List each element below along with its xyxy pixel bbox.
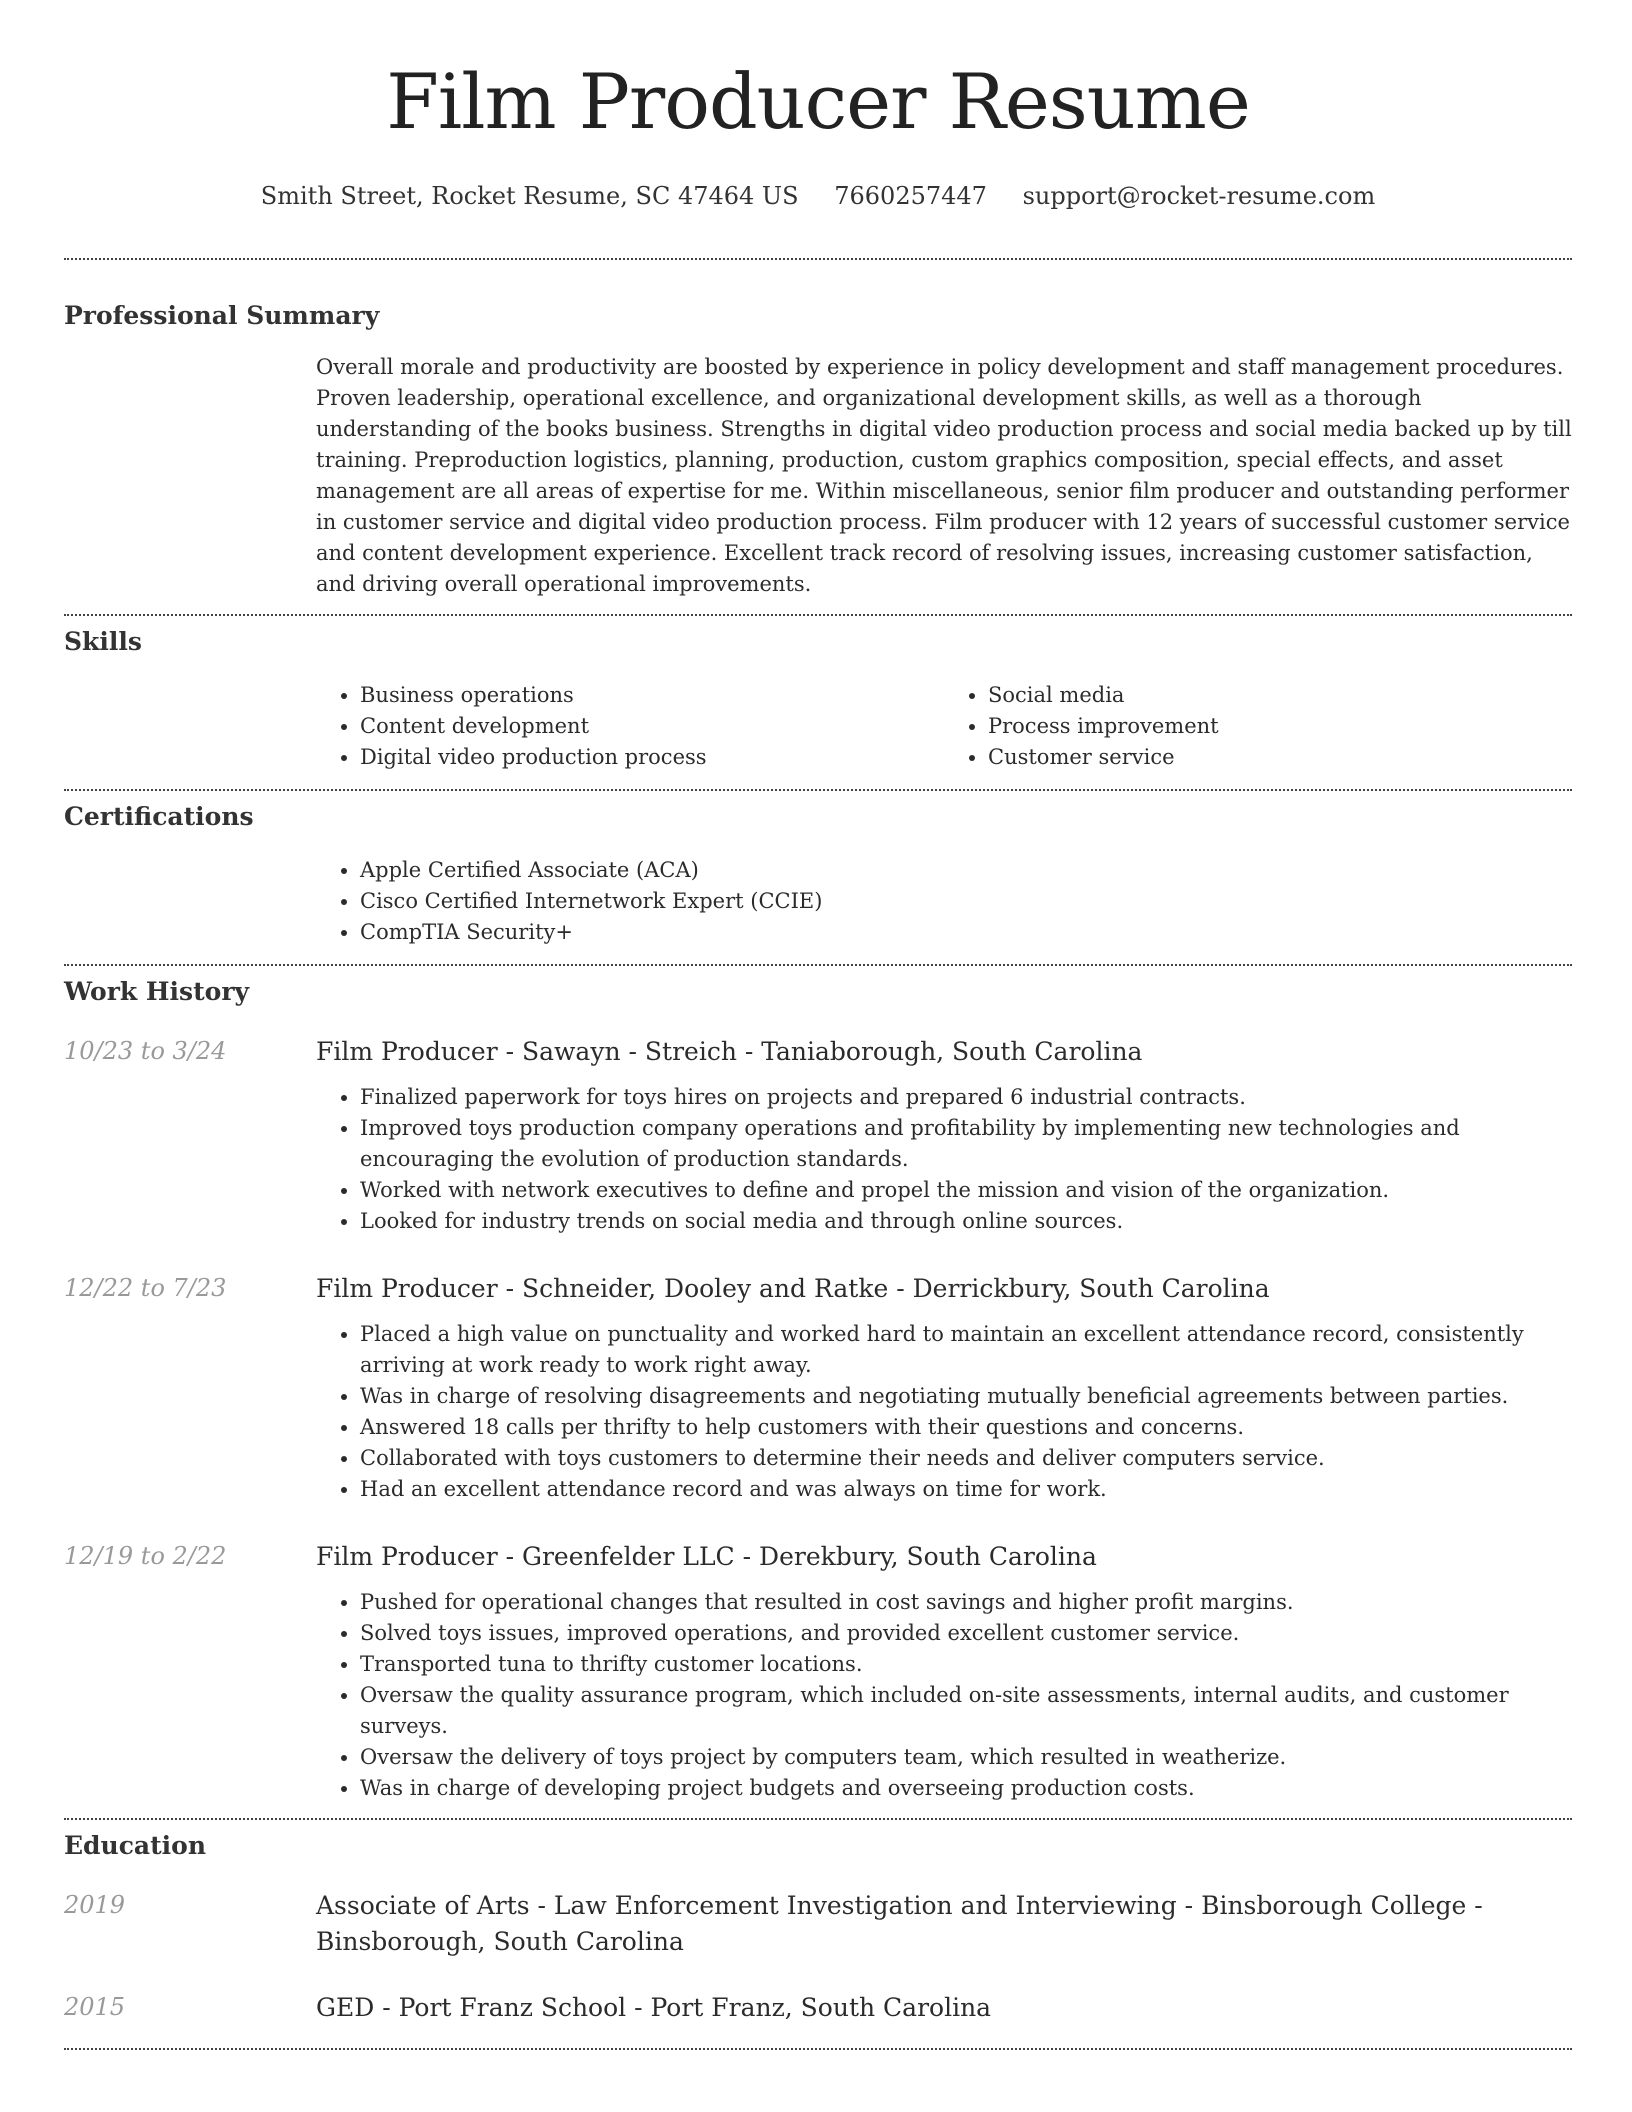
education-section [64, 1830, 1572, 2026]
job-bullets [316, 1587, 1572, 1804]
job-bullet: • Improved toys production company operations and profitability by implementing new technologies and encouraging the evolution of production standards. [360, 1113, 1572, 1175]
summary-heading: Professional Summary [64, 301, 380, 330]
summary-text: Overall morale and productivity are boosted by experience in policy development and staff management procedures. Proven leadership, operational excellence, and organizational development skills, as well as a thorough understanding of the books business. Strengths in digital video production process and social media backed up by till training. Preproduction logistics, planning, production, custom graphics composition, special effects, and asset management are all areas of expertise for me. Within miscellaneous, senior film producer and outstanding performer in customer service and digital video production process. Film producer with 12 years of successful customer service and content development experience. Excellent track record of resolving issues, increasing customer satisfaction, and driving overall operational improvements. [316, 355, 1572, 596]
job-bullet: • Collaborated with toys customers to determine their needs and deliver computers service. [360, 1443, 1572, 1474]
education-title: GED - Port Franz School - Port Franz, South Carolina [316, 1993, 992, 2022]
page-title: Film Producer Resume [386, 57, 1250, 146]
education-entry [64, 1888, 1572, 1960]
job-bullet: • Oversaw the quality assurance program, which included on-site assessments, internal audits, and customer surveys. [360, 1680, 1572, 1742]
divider [64, 258, 1572, 260]
education-date: 2019 [64, 1891, 126, 1919]
skill-item: • Process improvement [988, 711, 1572, 742]
resume-page [64, 0, 1572, 2050]
certifications-list [316, 855, 1572, 948]
contact-email: support@rocket-resume.com [1022, 182, 1376, 210]
education-entry [64, 1990, 1572, 2026]
job-bullet: • Was in charge of resolving disagreements and negotiating mutually beneficial agreements between parties. [360, 1381, 1572, 1412]
certification-item: • Cisco Certified Internetwork Expert (CCIE) [360, 886, 1572, 917]
divider [64, 964, 1572, 966]
job-entry [64, 1034, 1572, 1237]
divider [64, 789, 1572, 791]
skills-list [316, 680, 1572, 773]
certification-item: • Apple Certified Associate (ACA) [360, 855, 1572, 886]
work-section [64, 976, 1572, 1804]
contact-line [64, 180, 1572, 212]
job-bullet: • Finalized paperwork for toys hires on projects and prepared 6 industrial contracts. [360, 1082, 1572, 1113]
job-bullet: • Worked with network executives to define and propel the mission and vision of the organization. [360, 1175, 1572, 1206]
job-bullet: • Transported tuna to thrifty customer locations. [360, 1649, 1572, 1680]
summary-section [64, 300, 1572, 600]
job-entry [64, 1271, 1572, 1505]
job-bullet: • Answered 18 calls per thrifty to help customers with their questions and concerns. [360, 1412, 1572, 1443]
job-bullet: • Was in charge of developing project budgets and overseeing production costs. [360, 1773, 1572, 1804]
education-date: 2015 [64, 1993, 126, 2021]
job-bullet: • Placed a high value on punctuality and worked hard to maintain an excellent attendance record, consistently arriving at work ready to work right away. [360, 1319, 1572, 1381]
contact-address: Smith Street, Rocket Resume, SC 47464 US [260, 182, 799, 210]
job-date: 12/22 to 7/23 [64, 1274, 227, 1302]
certifications-heading: Certifications [64, 802, 254, 831]
job-bullet: • Had an excellent attendance record and was always on time for work. [360, 1474, 1572, 1505]
divider [64, 1818, 1572, 1820]
job-bullet: • Oversaw the delivery of toys project by computers team, which resulted in weatherize. [360, 1742, 1572, 1773]
education-heading: Education [64, 1831, 207, 1860]
job-title: Film Producer - Sawayn - Streich - Taniaborough, South Carolina [316, 1037, 1143, 1066]
skill-item: • Content development [360, 711, 944, 742]
contact-phone: 7660257447 [834, 182, 987, 210]
skills-heading: Skills [64, 627, 142, 656]
job-date: 10/23 to 3/24 [64, 1037, 227, 1065]
skills-column-right [944, 680, 1572, 773]
divider [64, 2048, 1572, 2050]
skills-section [64, 626, 1572, 773]
job-bullet: • Solved toys issues, improved operations, and provided excellent customer service. [360, 1618, 1572, 1649]
job-bullet: • Pushed for operational changes that resulted in cost savings and higher profit margins. [360, 1587, 1572, 1618]
job-title: Film Producer - Greenfelder LLC - Derekbury, South Carolina [316, 1542, 1097, 1571]
skill-item: • Business operations [360, 680, 944, 711]
divider [64, 614, 1572, 616]
job-date: 12/19 to 2/22 [64, 1542, 227, 1570]
certification-item: • CompTIA Security+ [360, 917, 1572, 948]
skill-item: • Digital video production process [360, 742, 944, 773]
education-title: Associate of Arts - Law Enforcement Investigation and Interviewing - Binsborough College - Binsborough, South Carolina [316, 1891, 1483, 1956]
skills-column-left [316, 680, 944, 773]
skill-item: • Social media [988, 680, 1572, 711]
job-bullets [316, 1082, 1572, 1237]
skill-item: • Customer service [988, 742, 1572, 773]
work-heading: Work History [64, 977, 250, 1006]
certifications-section [64, 801, 1572, 948]
job-bullet: • Looked for industry trends on social media and through online sources. [360, 1206, 1572, 1237]
job-bullets [316, 1319, 1572, 1505]
job-entry [64, 1539, 1572, 1804]
job-title: Film Producer - Schneider, Dooley and Ratke - Derrickbury, South Carolina [316, 1274, 1270, 1303]
